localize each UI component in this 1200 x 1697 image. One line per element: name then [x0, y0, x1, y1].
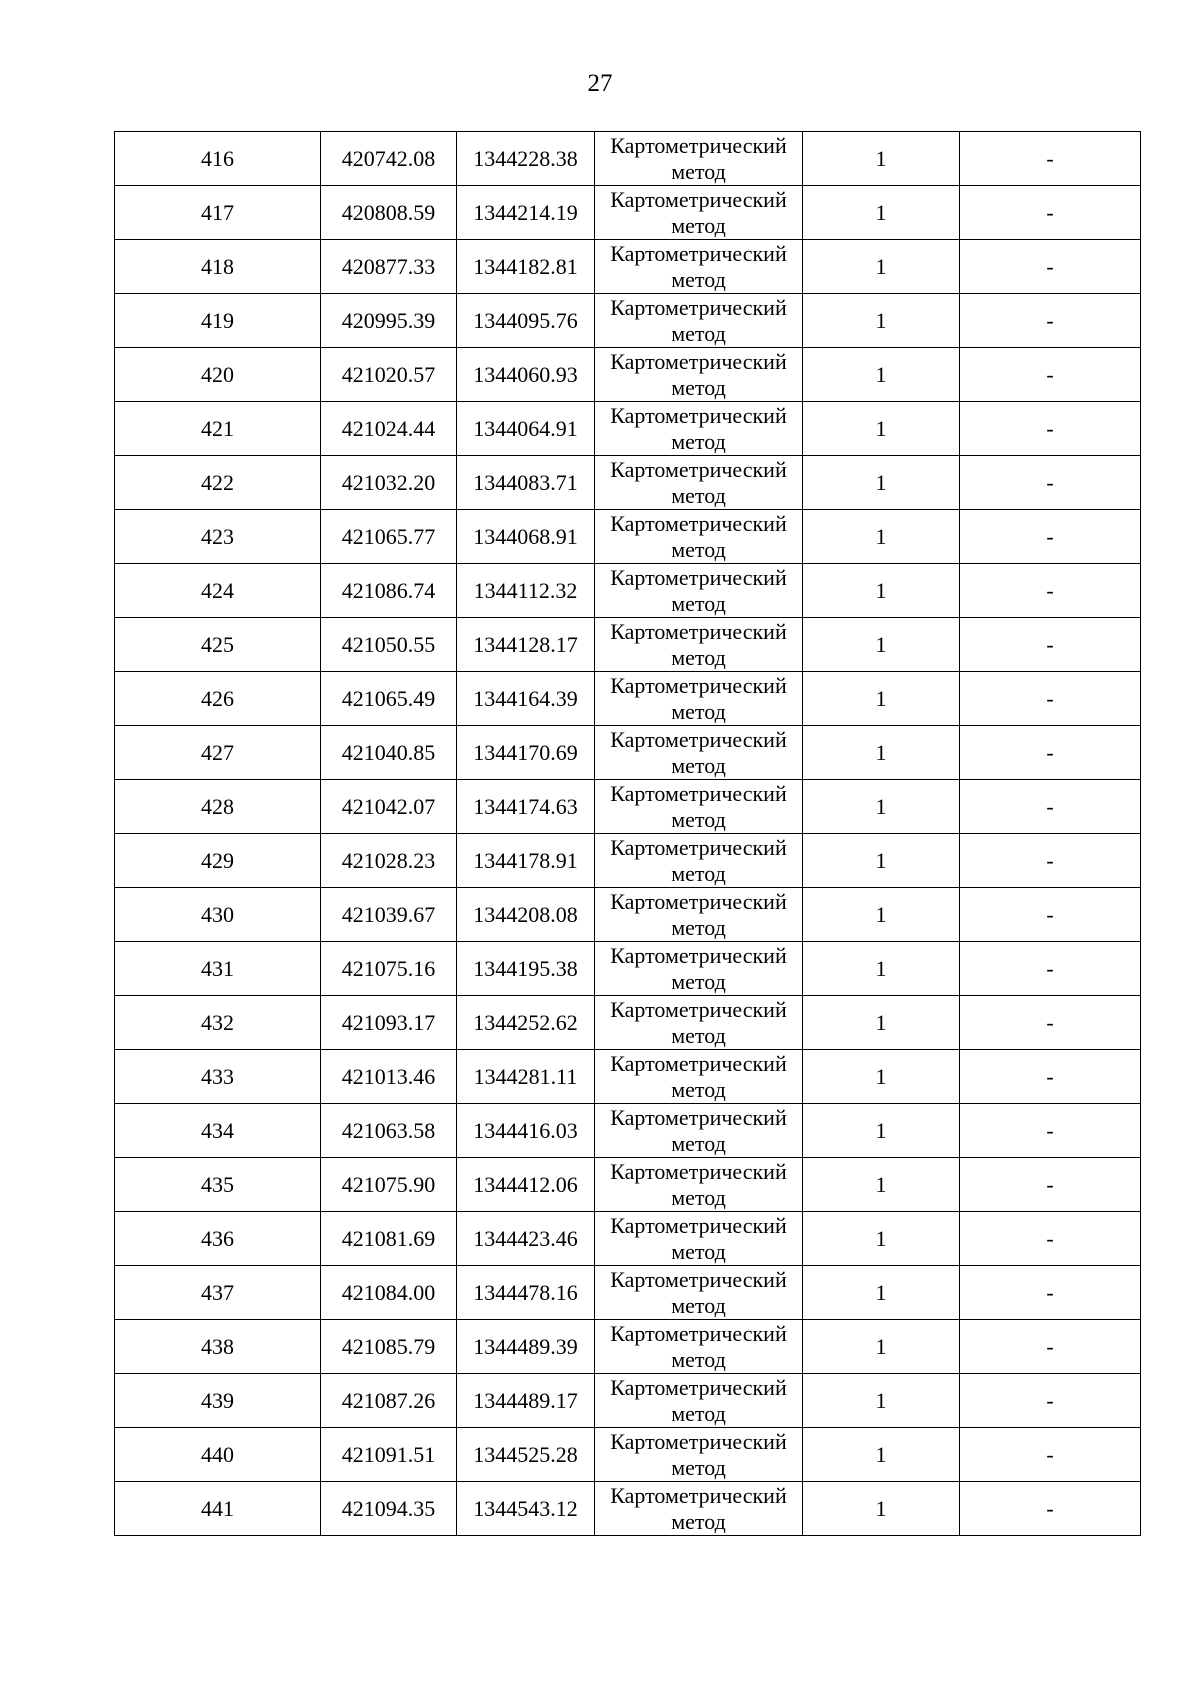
x-coordinate-cell: 421081.69: [321, 1212, 457, 1266]
point-number-cell: 427: [115, 726, 321, 780]
note-cell: -: [960, 996, 1141, 1050]
y-coordinate-cell: 1344178.91: [457, 834, 595, 888]
accuracy-cell: 1: [803, 618, 960, 672]
method-line-2: метод: [671, 1400, 726, 1426]
y-coordinate-cell: 1344214.19: [457, 186, 595, 240]
method-line-2: метод: [671, 320, 726, 346]
method-cell: [595, 834, 803, 888]
table-row: [115, 942, 1141, 996]
method-cell: [595, 132, 803, 186]
method-cell: [595, 1428, 803, 1482]
point-number-cell: 419: [115, 294, 321, 348]
note-cell: -: [960, 510, 1141, 564]
x-coordinate-cell: 421042.07: [321, 780, 457, 834]
accuracy-cell: 1: [803, 780, 960, 834]
y-coordinate-cell: 1344252.62: [457, 996, 595, 1050]
method-line-2: метод: [671, 1292, 726, 1318]
note-cell: -: [960, 1050, 1141, 1104]
method-line-2: метод: [671, 752, 726, 778]
method-cell: [595, 1320, 803, 1374]
table-row: [115, 1104, 1141, 1158]
note-cell: -: [960, 1374, 1141, 1428]
table-row: [115, 402, 1141, 456]
method-cell: [595, 618, 803, 672]
table-row: [115, 1320, 1141, 1374]
accuracy-cell: 1: [803, 834, 960, 888]
point-number-cell: 436: [115, 1212, 321, 1266]
x-coordinate-cell: 421040.85: [321, 726, 457, 780]
method-line-1: Картометрический: [610, 402, 787, 428]
method-line-1: Картометрический: [610, 618, 787, 644]
table-body: [115, 132, 1141, 1536]
x-coordinate-cell: 421091.51: [321, 1428, 457, 1482]
table-row: [115, 186, 1141, 240]
method-line-2: метод: [671, 1508, 726, 1534]
method-cell: [595, 780, 803, 834]
accuracy-cell: 1: [803, 1158, 960, 1212]
method-line-2: метод: [671, 374, 726, 400]
y-coordinate-cell: 1344095.76: [457, 294, 595, 348]
method-line-1: Картометрический: [610, 1374, 787, 1400]
method-line-1: Картометрический: [610, 456, 787, 482]
accuracy-cell: 1: [803, 402, 960, 456]
method-cell: [595, 672, 803, 726]
method-line-2: метод: [671, 266, 726, 292]
accuracy-cell: 1: [803, 1374, 960, 1428]
method-cell: [595, 402, 803, 456]
table-row: [115, 1482, 1141, 1536]
x-coordinate-cell: 421065.49: [321, 672, 457, 726]
note-cell: -: [960, 240, 1141, 294]
method-line-1: Картометрический: [610, 726, 787, 752]
method-line-2: метод: [671, 698, 726, 724]
method-line-1: Картометрический: [610, 1266, 787, 1292]
point-number-cell: 438: [115, 1320, 321, 1374]
accuracy-cell: 1: [803, 186, 960, 240]
note-cell: -: [960, 780, 1141, 834]
method-cell: [595, 726, 803, 780]
accuracy-cell: 1: [803, 996, 960, 1050]
table-row: [115, 780, 1141, 834]
point-number-cell: 439: [115, 1374, 321, 1428]
method-cell: [595, 240, 803, 294]
accuracy-cell: 1: [803, 510, 960, 564]
accuracy-cell: 1: [803, 240, 960, 294]
method-line-1: Картометрический: [610, 1428, 787, 1454]
method-cell: [595, 1104, 803, 1158]
point-number-cell: 423: [115, 510, 321, 564]
method-line-1: Картометрический: [610, 1158, 787, 1184]
accuracy-cell: 1: [803, 456, 960, 510]
note-cell: -: [960, 402, 1141, 456]
method-line-2: метод: [671, 1130, 726, 1156]
accuracy-cell: 1: [803, 294, 960, 348]
x-coordinate-cell: 421028.23: [321, 834, 457, 888]
method-line-2: метод: [671, 158, 726, 184]
method-cell: [595, 456, 803, 510]
method-line-2: метод: [671, 806, 726, 832]
table-row: [115, 1212, 1141, 1266]
method-line-1: Картометрический: [610, 294, 787, 320]
y-coordinate-cell: 1344128.17: [457, 618, 595, 672]
x-coordinate-cell: 421084.00: [321, 1266, 457, 1320]
method-line-1: Картометрический: [610, 834, 787, 860]
table-row: [115, 1050, 1141, 1104]
accuracy-cell: 1: [803, 672, 960, 726]
method-line-1: Картометрический: [610, 564, 787, 590]
method-line-1: Картометрический: [610, 1212, 787, 1238]
x-coordinate-cell: 421086.74: [321, 564, 457, 618]
table-row: [115, 132, 1141, 186]
x-coordinate-cell: 420808.59: [321, 186, 457, 240]
method-line-2: метод: [671, 428, 726, 454]
point-number-cell: 431: [115, 942, 321, 996]
note-cell: -: [960, 618, 1141, 672]
note-cell: -: [960, 1104, 1141, 1158]
y-coordinate-cell: 1344060.93: [457, 348, 595, 402]
note-cell: -: [960, 888, 1141, 942]
point-number-cell: 430: [115, 888, 321, 942]
table-row: [115, 564, 1141, 618]
x-coordinate-cell: 421087.26: [321, 1374, 457, 1428]
point-number-cell: 440: [115, 1428, 321, 1482]
y-coordinate-cell: 1344112.32: [457, 564, 595, 618]
note-cell: -: [960, 834, 1141, 888]
accuracy-cell: 1: [803, 1212, 960, 1266]
method-cell: [595, 888, 803, 942]
point-number-cell: 437: [115, 1266, 321, 1320]
x-coordinate-cell: 421039.67: [321, 888, 457, 942]
point-number-cell: 418: [115, 240, 321, 294]
accuracy-cell: 1: [803, 1482, 960, 1536]
table-row: [115, 1158, 1141, 1212]
point-number-cell: 441: [115, 1482, 321, 1536]
x-coordinate-cell: 421093.17: [321, 996, 457, 1050]
point-number-cell: 421: [115, 402, 321, 456]
note-cell: -: [960, 726, 1141, 780]
method-line-2: метод: [671, 1346, 726, 1372]
note-cell: -: [960, 1428, 1141, 1482]
method-line-1: Картометрический: [610, 240, 787, 266]
method-cell: [595, 1050, 803, 1104]
table-row: [115, 294, 1141, 348]
method-cell: [595, 1374, 803, 1428]
method-line-2: метод: [671, 1184, 726, 1210]
x-coordinate-cell: 421050.55: [321, 618, 457, 672]
y-coordinate-cell: 1344195.38: [457, 942, 595, 996]
point-number-cell: 435: [115, 1158, 321, 1212]
method-cell: [595, 1212, 803, 1266]
table-row: [115, 618, 1141, 672]
y-coordinate-cell: 1344478.16: [457, 1266, 595, 1320]
x-coordinate-cell: 421063.58: [321, 1104, 457, 1158]
y-coordinate-cell: 1344068.91: [457, 510, 595, 564]
point-number-cell: 429: [115, 834, 321, 888]
accuracy-cell: 1: [803, 942, 960, 996]
method-line-1: Картометрический: [610, 780, 787, 806]
point-number-cell: 416: [115, 132, 321, 186]
accuracy-cell: 1: [803, 132, 960, 186]
note-cell: -: [960, 1158, 1141, 1212]
accuracy-cell: 1: [803, 1428, 960, 1482]
method-line-2: метод: [671, 212, 726, 238]
table-row: [115, 1428, 1141, 1482]
method-line-2: метод: [671, 1022, 726, 1048]
method-line-1: Картометрический: [610, 888, 787, 914]
y-coordinate-cell: 1344543.12: [457, 1482, 595, 1536]
method-cell: [595, 1266, 803, 1320]
y-coordinate-cell: 1344489.17: [457, 1374, 595, 1428]
method-line-2: метод: [671, 590, 726, 616]
x-coordinate-cell: 421065.77: [321, 510, 457, 564]
method-cell: [595, 348, 803, 402]
accuracy-cell: 1: [803, 564, 960, 618]
method-line-2: метод: [671, 482, 726, 508]
point-number-cell: 422: [115, 456, 321, 510]
method-cell: [595, 510, 803, 564]
y-coordinate-cell: 1344228.38: [457, 132, 595, 186]
method-line-2: метод: [671, 860, 726, 886]
y-coordinate-cell: 1344174.63: [457, 780, 595, 834]
point-number-cell: 417: [115, 186, 321, 240]
note-cell: -: [960, 1482, 1141, 1536]
point-number-cell: 432: [115, 996, 321, 1050]
method-line-1: Картометрический: [610, 1104, 787, 1130]
y-coordinate-cell: 1344281.11: [457, 1050, 595, 1104]
method-line-1: Картометрический: [610, 1482, 787, 1508]
method-line-1: Картометрический: [610, 348, 787, 374]
accuracy-cell: 1: [803, 888, 960, 942]
x-coordinate-cell: 421024.44: [321, 402, 457, 456]
note-cell: -: [960, 456, 1141, 510]
y-coordinate-cell: 1344423.46: [457, 1212, 595, 1266]
method-line-1: Картометрический: [610, 1320, 787, 1346]
method-cell: [595, 294, 803, 348]
x-coordinate-cell: 420877.33: [321, 240, 457, 294]
note-cell: -: [960, 564, 1141, 618]
method-line-2: метод: [671, 914, 726, 940]
accuracy-cell: 1: [803, 348, 960, 402]
note-cell: -: [960, 186, 1141, 240]
note-cell: -: [960, 294, 1141, 348]
table-row: [115, 1374, 1141, 1428]
accuracy-cell: 1: [803, 726, 960, 780]
table-row: [115, 672, 1141, 726]
method-line-1: Картометрический: [610, 942, 787, 968]
coordinates-table: [114, 131, 1141, 1536]
y-coordinate-cell: 1344164.39: [457, 672, 595, 726]
method-line-1: Картометрический: [610, 510, 787, 536]
note-cell: -: [960, 672, 1141, 726]
method-line-2: метод: [671, 1238, 726, 1264]
method-cell: [595, 996, 803, 1050]
y-coordinate-cell: 1344182.81: [457, 240, 595, 294]
table-row: [115, 348, 1141, 402]
x-coordinate-cell: 421075.90: [321, 1158, 457, 1212]
point-number-cell: 434: [115, 1104, 321, 1158]
point-number-cell: 425: [115, 618, 321, 672]
method-line-1: Картометрический: [610, 672, 787, 698]
accuracy-cell: 1: [803, 1050, 960, 1104]
x-coordinate-cell: 420995.39: [321, 294, 457, 348]
method-line-1: Картометрический: [610, 996, 787, 1022]
x-coordinate-cell: 421032.20: [321, 456, 457, 510]
method-line-2: метод: [671, 1076, 726, 1102]
note-cell: -: [960, 348, 1141, 402]
y-coordinate-cell: 1344489.39: [457, 1320, 595, 1374]
y-coordinate-cell: 1344064.91: [457, 402, 595, 456]
method-cell: [595, 186, 803, 240]
method-line-2: метод: [671, 644, 726, 670]
table-row: [115, 996, 1141, 1050]
method-line-2: метод: [671, 536, 726, 562]
method-cell: [595, 1482, 803, 1536]
x-coordinate-cell: 421094.35: [321, 1482, 457, 1536]
method-line-1: Картометрический: [610, 132, 787, 158]
y-coordinate-cell: 1344416.03: [457, 1104, 595, 1158]
point-number-cell: 420: [115, 348, 321, 402]
y-coordinate-cell: 1344412.06: [457, 1158, 595, 1212]
note-cell: -: [960, 1212, 1141, 1266]
table-row: [115, 888, 1141, 942]
table-row: [115, 834, 1141, 888]
table-row: [115, 1266, 1141, 1320]
accuracy-cell: 1: [803, 1266, 960, 1320]
point-number-cell: 426: [115, 672, 321, 726]
x-coordinate-cell: 421085.79: [321, 1320, 457, 1374]
method-line-1: Картометрический: [610, 186, 787, 212]
method-line-2: метод: [671, 1454, 726, 1480]
note-cell: -: [960, 1266, 1141, 1320]
y-coordinate-cell: 1344170.69: [457, 726, 595, 780]
method-cell: [595, 942, 803, 996]
page-number: 27: [587, 70, 613, 97]
x-coordinate-cell: 421075.16: [321, 942, 457, 996]
y-coordinate-cell: 1344525.28: [457, 1428, 595, 1482]
note-cell: -: [960, 1320, 1141, 1374]
point-number-cell: 424: [115, 564, 321, 618]
y-coordinate-cell: 1344208.08: [457, 888, 595, 942]
y-coordinate-cell: 1344083.71: [457, 456, 595, 510]
note-cell: -: [960, 132, 1141, 186]
x-coordinate-cell: 420742.08: [321, 132, 457, 186]
x-coordinate-cell: 421013.46: [321, 1050, 457, 1104]
note-cell: -: [960, 942, 1141, 996]
method-cell: [595, 564, 803, 618]
method-line-1: Картометрический: [610, 1050, 787, 1076]
accuracy-cell: 1: [803, 1320, 960, 1374]
method-cell: [595, 1158, 803, 1212]
method-line-2: метод: [671, 968, 726, 994]
point-number-cell: 433: [115, 1050, 321, 1104]
table-row: [115, 726, 1141, 780]
point-number-cell: 428: [115, 780, 321, 834]
table-row: [115, 510, 1141, 564]
accuracy-cell: 1: [803, 1104, 960, 1158]
table-row: [115, 456, 1141, 510]
table-row: [115, 240, 1141, 294]
x-coordinate-cell: 421020.57: [321, 348, 457, 402]
